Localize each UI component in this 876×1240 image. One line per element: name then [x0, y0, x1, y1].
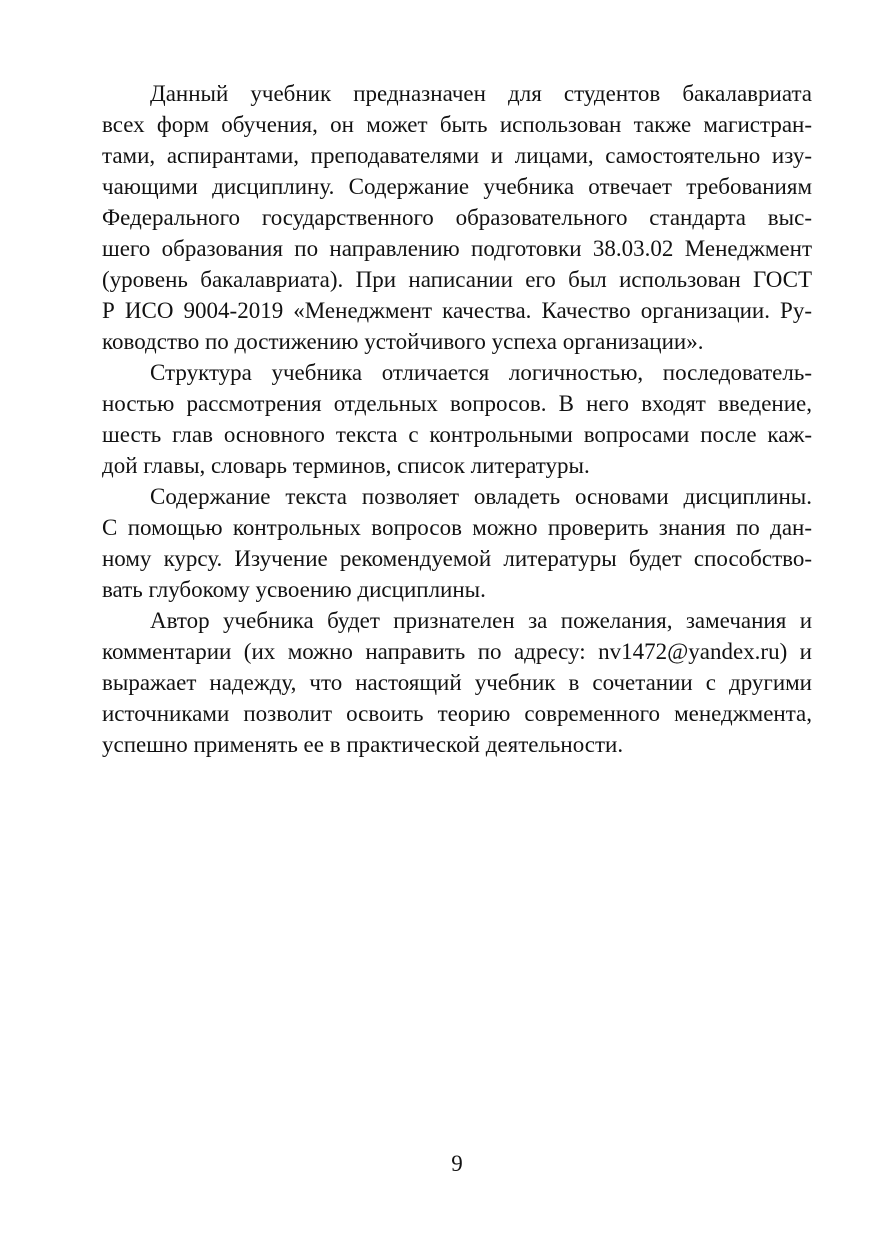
- text-line: Автор учебника будет признателен за пожелания, замечания и: [150, 608, 812, 633]
- text-line: ному курсу. Изучение рекомендуемой литературы будет способство-: [102, 546, 812, 571]
- text-line: всех форм обучения, он может быть использован также магистран-: [102, 112, 812, 137]
- text-line: источниками позволит освоить теорию современного менеджмента,: [102, 701, 812, 726]
- text-line: Структура учебника отличается логичностью, последователь-: [150, 360, 812, 385]
- text-line: успешно применять ее в практической деятельности.: [102, 732, 624, 757]
- text-line: чающими дисциплину. Содержание учебника отвечает требованиям: [102, 174, 812, 199]
- text-line: шего образования по направлению подготовки 38.03.02 Менеджмент: [102, 236, 812, 261]
- text-line: выражает надежду, что настоящий учебник в сочетании с другими: [102, 670, 812, 695]
- text-line: ностью рассмотрения отдельных вопросов. В него входят введение,: [102, 391, 812, 416]
- text-line: Содержание текста позволяет овладеть основами дисциплины.: [150, 484, 812, 509]
- text-line: тами, аспирантами, преподавателями и лицами, самостоятельно изу-: [102, 143, 812, 168]
- page-number: 9: [451, 1151, 463, 1176]
- text-line: (уровень бакалавриата). При написании его был использован ГОСТ: [102, 267, 812, 292]
- text-line: С помощью контрольных вопросов можно проверить знания по дан-: [102, 515, 812, 540]
- text-line: вать глубокому усвоению дисциплины.: [102, 577, 486, 602]
- text-line: шесть глав основного текста с контрольными вопросами после каж-: [102, 422, 812, 447]
- text-line: ководство по достижению устойчивого успеха организации».: [102, 329, 704, 354]
- text-line: дой главы, словарь терминов, список литературы.: [102, 453, 590, 478]
- text-line: Федерального государственного образовательного стандарта выс-: [102, 205, 812, 230]
- text-line: комментарии (их можно направить по адресу: nv1472@yandex.ru) и: [102, 639, 812, 664]
- text-line: Р ИСО 9004-2019 «Менеджмент качества. Качество организации. Ру-: [102, 298, 812, 323]
- page-text: [102, 78, 812, 760]
- text-line: Данный учебник предназначен для студентов бакалавриата: [150, 81, 812, 106]
